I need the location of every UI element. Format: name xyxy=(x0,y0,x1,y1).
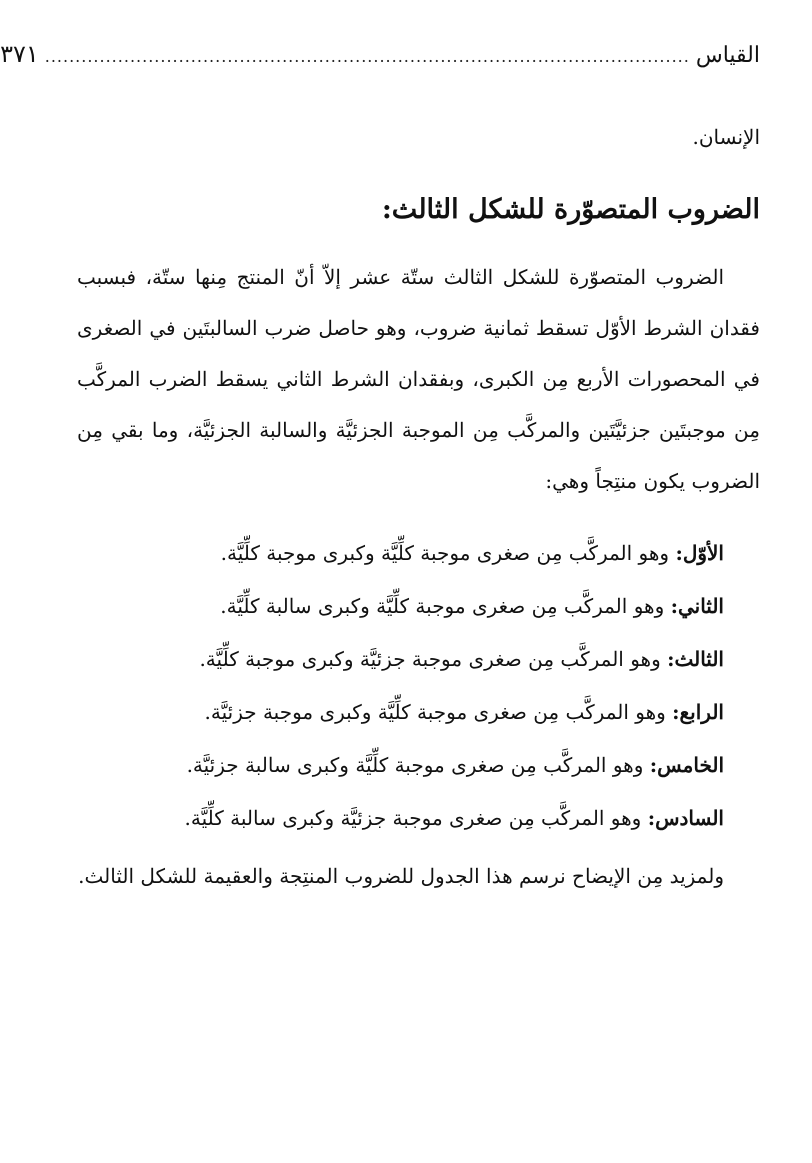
mood-item xyxy=(77,580,724,633)
mood-text: وهو المركَّب مِن صغرى موجبة كلِّيَّة وكبرى سالبة كلِّيَّة. xyxy=(220,594,671,619)
mood-label: الأوّل: xyxy=(675,541,724,566)
intro-paragraph: الضروب المتصوّرة للشكل الثالث ستّة عشر إلاّ أنّ المنتج مِنها ستّة، فبسبب فقدان الشرط الأوّل تسقط ثمانية ضروب، وهو حاصل ضرب السالبتَين في الصغرى في المحصورات الأربع مِن الكبرى، وبفقدان الشرط الثاني يسقط الضرب المركَّب مِن موجبتَين جزئيَّتَين والمركَّب مِن الموجبة الجزئيَّة والسالبة الجزئيَّة، وما بقي مِن الضروب يكون منتِجاً وهي: xyxy=(77,265,760,494)
mood-item xyxy=(77,633,724,686)
running-header xyxy=(0,40,760,76)
dot-leader: .......................................................................................................... xyxy=(44,47,690,66)
mood-label: الثالث: xyxy=(667,647,724,672)
mood-label: الخامس: xyxy=(649,753,724,778)
chapter-title: القياس xyxy=(695,43,760,68)
mood-item xyxy=(77,792,724,845)
mood-item xyxy=(77,739,724,792)
mood-item xyxy=(77,527,724,580)
book-page xyxy=(0,40,760,922)
mood-label: السادس: xyxy=(647,806,724,831)
section-heading: الضروب المتصوّرة للشكل الثالث: xyxy=(381,194,760,225)
mood-item xyxy=(77,686,724,739)
mood-label: الرابع: xyxy=(672,700,724,725)
mood-text: وهو المركَّب مِن صغرى موجبة كلِّيَّة وكبرى سالبة جزئيَّة. xyxy=(186,753,650,778)
moods-list xyxy=(77,527,760,845)
mood-text: وهو المركَّب مِن صغرى موجبة كلِّيَّة وكبرى موجبة كلِّيَّة. xyxy=(220,541,676,566)
mood-label: الثاني: xyxy=(670,594,724,619)
mood-text: وهو المركَّب مِن صغرى موجبة جزئيَّة وكبرى سالبة كلِّيَّة. xyxy=(184,806,648,831)
mood-text: وهو المركَّب مِن صغرى موجبة جزئيَّة وكبرى موجبة كلِّيَّة. xyxy=(199,647,668,672)
mood-text: وهو المركَّب مِن صغرى موجبة كلِّيَّة وكبرى موجبة جزئيَّة. xyxy=(204,700,673,725)
page-number: ٣٧١ xyxy=(0,40,39,68)
carry-over-text: الإنسان. xyxy=(692,125,760,149)
closing-paragraph: ولمزيد مِن الإيضاح نرسم هذا الجدول للضروب المنتِجة والعقيمة للشكل الثالث. xyxy=(78,864,724,889)
